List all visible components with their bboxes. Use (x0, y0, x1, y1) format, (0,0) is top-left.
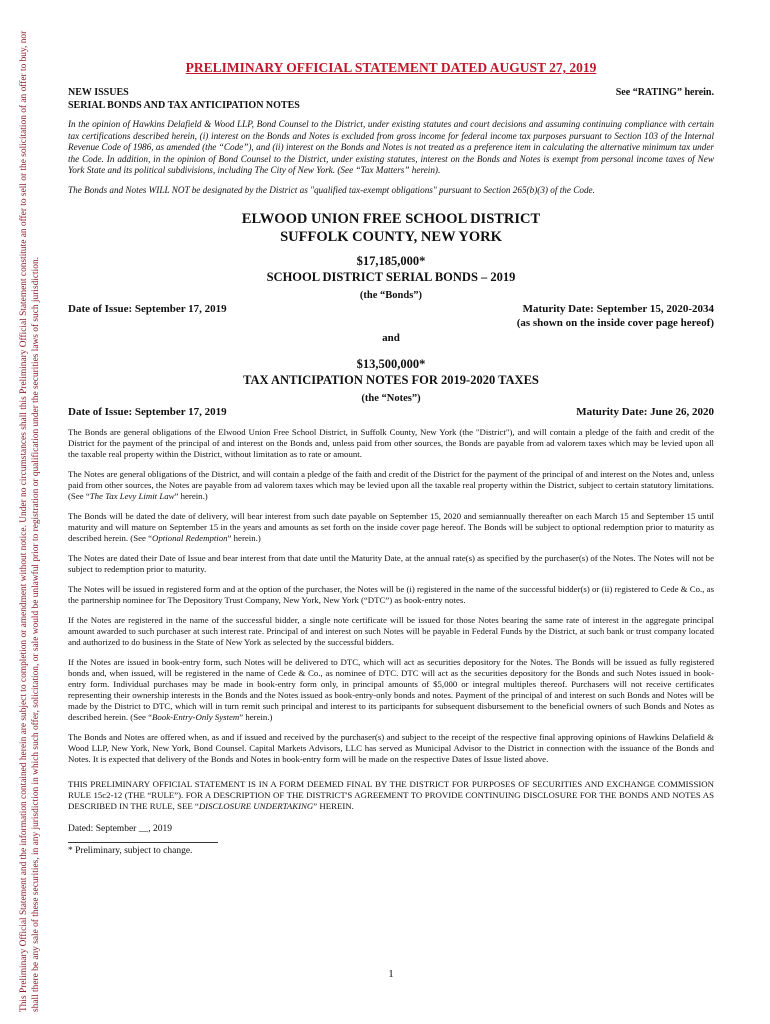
document-page (68, 60, 714, 980)
side-disclaimer-text: This Preliminary Official Statement and the information contained herein are subject to completion or amendment without notice. Under no circumstances shall this Preliminary Official Statement constitute an offer to sell or the solicitation of an offer to buy, nor shall there be any sale of these securities, in any jurisdiction in which such offer, solicitation, or sale would be unlawful prior to registration or qualification under the securities laws of such jurisdiction. (19, 30, 41, 1012)
county-name: SUFFOLK COUNTY, NEW YORK (280, 228, 502, 245)
footnote: * Preliminary, subject to change. (68, 845, 193, 856)
bonds-dates-row (68, 302, 714, 316)
notes-amount: $13,500,000* (356, 356, 426, 371)
district-name: ELWOOD UNION FREE SCHOOL DISTRICT (241, 210, 541, 227)
paragraph-notes-obligation: The Notes are general obligations of the District, and will contain a pledge of the faith and credit of the District for the payment of the principal of and interest on the Notes and, unless paid from other sources, the Notes are payable from ad valorem taxes which may be levied upon all the taxable real property within the District, subject to certain statutory limitations. (See “The Tax Levy Limit Law” herein.) (68, 468, 714, 501)
bonds-label: (the “Bonds”) (359, 289, 423, 301)
side-disclaimer (0, 0, 60, 1024)
designation-statement: The Bonds and Notes WILL NOT be designated by the District as "qualified tax-exempt obligations" pursuant to Section 265(b)(3) of the Code. (68, 184, 595, 195)
notes-dates-row (68, 405, 714, 419)
page-number: 1 (388, 968, 394, 980)
paragraph-book-entry: If the Notes are issued in book-entry form, such Notes will be delivered to DTC, which will act as securities depository for the Notes. The Bonds will be issued as fully registered bonds and, when issued, will be registered in the name of Cede & Co., as nominee of DTC. DTC will act as the securities depository for the Bonds and such Notes issued in book-entry form. Individual purchases may be made in book-entry form only, in principal amounts of $5,000 or integral multiples thereof. Purchasers will not receive certificates representing their ownership interests in the Bonds and the Notes issued as book-entry-only bonds and notes. Payment of the principal of and interest on such Bonds and Notes will be made by the District to DTC, which will in turn remit such principal and interest to its participants for subsequent disbursement to the beneficial owners of such Bonds and Notes as described herein. (See “Book-Entry-Only System” herein.) (68, 656, 714, 722)
new-issues-label: NEW ISSUES (68, 87, 129, 98)
tax-opinion: In the opinion of Hawkins Delafield & Wood LLP, Bond Counsel to the District, under existing statutes and court decisions and assuming continuing compliance with certain tax certifications described herein, (i) interest on the Bonds and Notes is excluded from gross income for federal income tax purposes pursuant to Section 103 of the Internal Revenue Code of 1986, as amended (the “Code”), and (ii) interest on the Bonds and Notes is not treated as a preference item in calculating the alternative minimum tax under the Code. In addition, in the opinion of Bond Counsel to the District, under existing statutes, interest on the Bonds and Notes is exempt from personal income taxes of New York State and its political subdivisions, including The City of New York. (See “Tax Matters” herein). (68, 119, 714, 176)
bonds-amount: $17,185,000* (356, 253, 426, 268)
paragraph-bonds-obligation: The Bonds are general obligations of the Elwood Union Free School District, in Suffolk County, New York (the "District"), and will contain a pledge of the faith and credit of the District for the payment of the principal of and interest on the Bonds and, unless paid from other sources, the Bonds are payable from ad valorem taxes which may be levied upon all the taxable real property within the District, without limitation as to rate or amount. (68, 426, 714, 459)
bonds-title: SCHOOL DISTRICT SERIAL BONDS – 2019 (266, 269, 516, 284)
paragraph-notes-registration: The Notes will be issued in registered form and at the option of the purchaser, the Notes will be (i) registered in the name of the successful bidder(s) or (ii) registered to Cede & Co., as the partnership nominee for The Depository Trust Company, New York, New York (“DTC”) as book-entry notes. (68, 583, 714, 605)
issues-row (68, 86, 714, 99)
bonds-date-of-issue: Date of Issue: September 17, 2019 (68, 302, 227, 315)
preliminary-heading: PRELIMINARY OFFICIAL STATEMENT DATED AUGUST 27, 2019 (185, 60, 597, 75)
paragraph-disclosure: THIS PRELIMINARY OFFICIAL STATEMENT IS IN A FORM DEEMED FINAL BY THE DISTRICT FOR PURPOSES OF SECURITIES AND EXCHANGE COMMISSION RULE 15c2-12 (THE “RULE”). FOR A DESCRIPTION OF THE DISTRICT'S AGREEMENT TO PROVIDE CONTINUING DISCLOSURE FOR THE BONDS AND NOTES AS DESCRIBED IN THE RULE, SEE “DISCLOSURE UNDERTAKING” HEREIN. (68, 778, 714, 811)
dated-line: Dated: September __, 2019 (68, 823, 172, 834)
bonds-maturity-date: Maturity Date: September 15, 2020-2034 (522, 302, 714, 315)
see-rating-label: See “RATING” herein. (615, 87, 714, 98)
paragraph-offering: The Bonds and Notes are offered when, as and if issued and received by the purchaser(s) and subject to the receipt of the respective final approving opinions of Hawkins Delafield & Wood LLP, New York, New York, Bond Counsel. Capital Markets Advisors, LLC has served as Municipal Advisor to the District in connection with the issuance of the Bonds and Notes. It is expected that delivery of the Bonds and Notes in book-entry form will be made on the respective Dates of Issue listed above. (68, 731, 714, 764)
serial-bonds-label: SERIAL BONDS AND TAX ANTICIPATION NOTES (68, 100, 300, 111)
paragraph-notes-bidder: If the Notes are registered in the name of the successful bidder, a single note certificate will be issued for those Notes bearing the same rate of interest in the aggregate principal amount awarded to such purchaser at such interest rate. Principal of and interest on such Notes will be payable in Federal Funds by the District, at such bank or trust company located and authorized to do business in the State of New York as selected by the successful bidders. (68, 614, 714, 647)
notes-date-of-issue: Date of Issue: September 17, 2019 (68, 405, 227, 418)
paragraph-bonds-dating: The Bonds will be dated the date of delivery, will bear interest from such date payable on September 15, 2020 and semiannually thereafter on each March 15 and September 15 until maturity and will mature on September 15 in the years and amounts as set forth on the inside cover page hereof. The Bonds will be subject to optional redemption prior to maturity as described herein. (See “Optional Redemption” herein.) (68, 510, 714, 543)
bonds-maturity-note: (as shown on the inside cover page hereof) (516, 316, 714, 329)
footnote-rule (68, 842, 218, 843)
and-separator: and (382, 331, 400, 344)
notes-label: (the “Notes”) (361, 392, 421, 404)
notes-maturity-date: Maturity Date: June 26, 2020 (576, 405, 714, 418)
paragraph-notes-dating: The Notes are dated their Date of Issue and bear interest from that date until the Maturity Date, at the annual rate(s) as specified by the purchaser(s) of the Notes. The Notes will not be subject to redemption prior to maturity. (68, 552, 714, 574)
notes-title: TAX ANTICIPATION NOTES FOR 2019-2020 TAXES (243, 372, 539, 387)
